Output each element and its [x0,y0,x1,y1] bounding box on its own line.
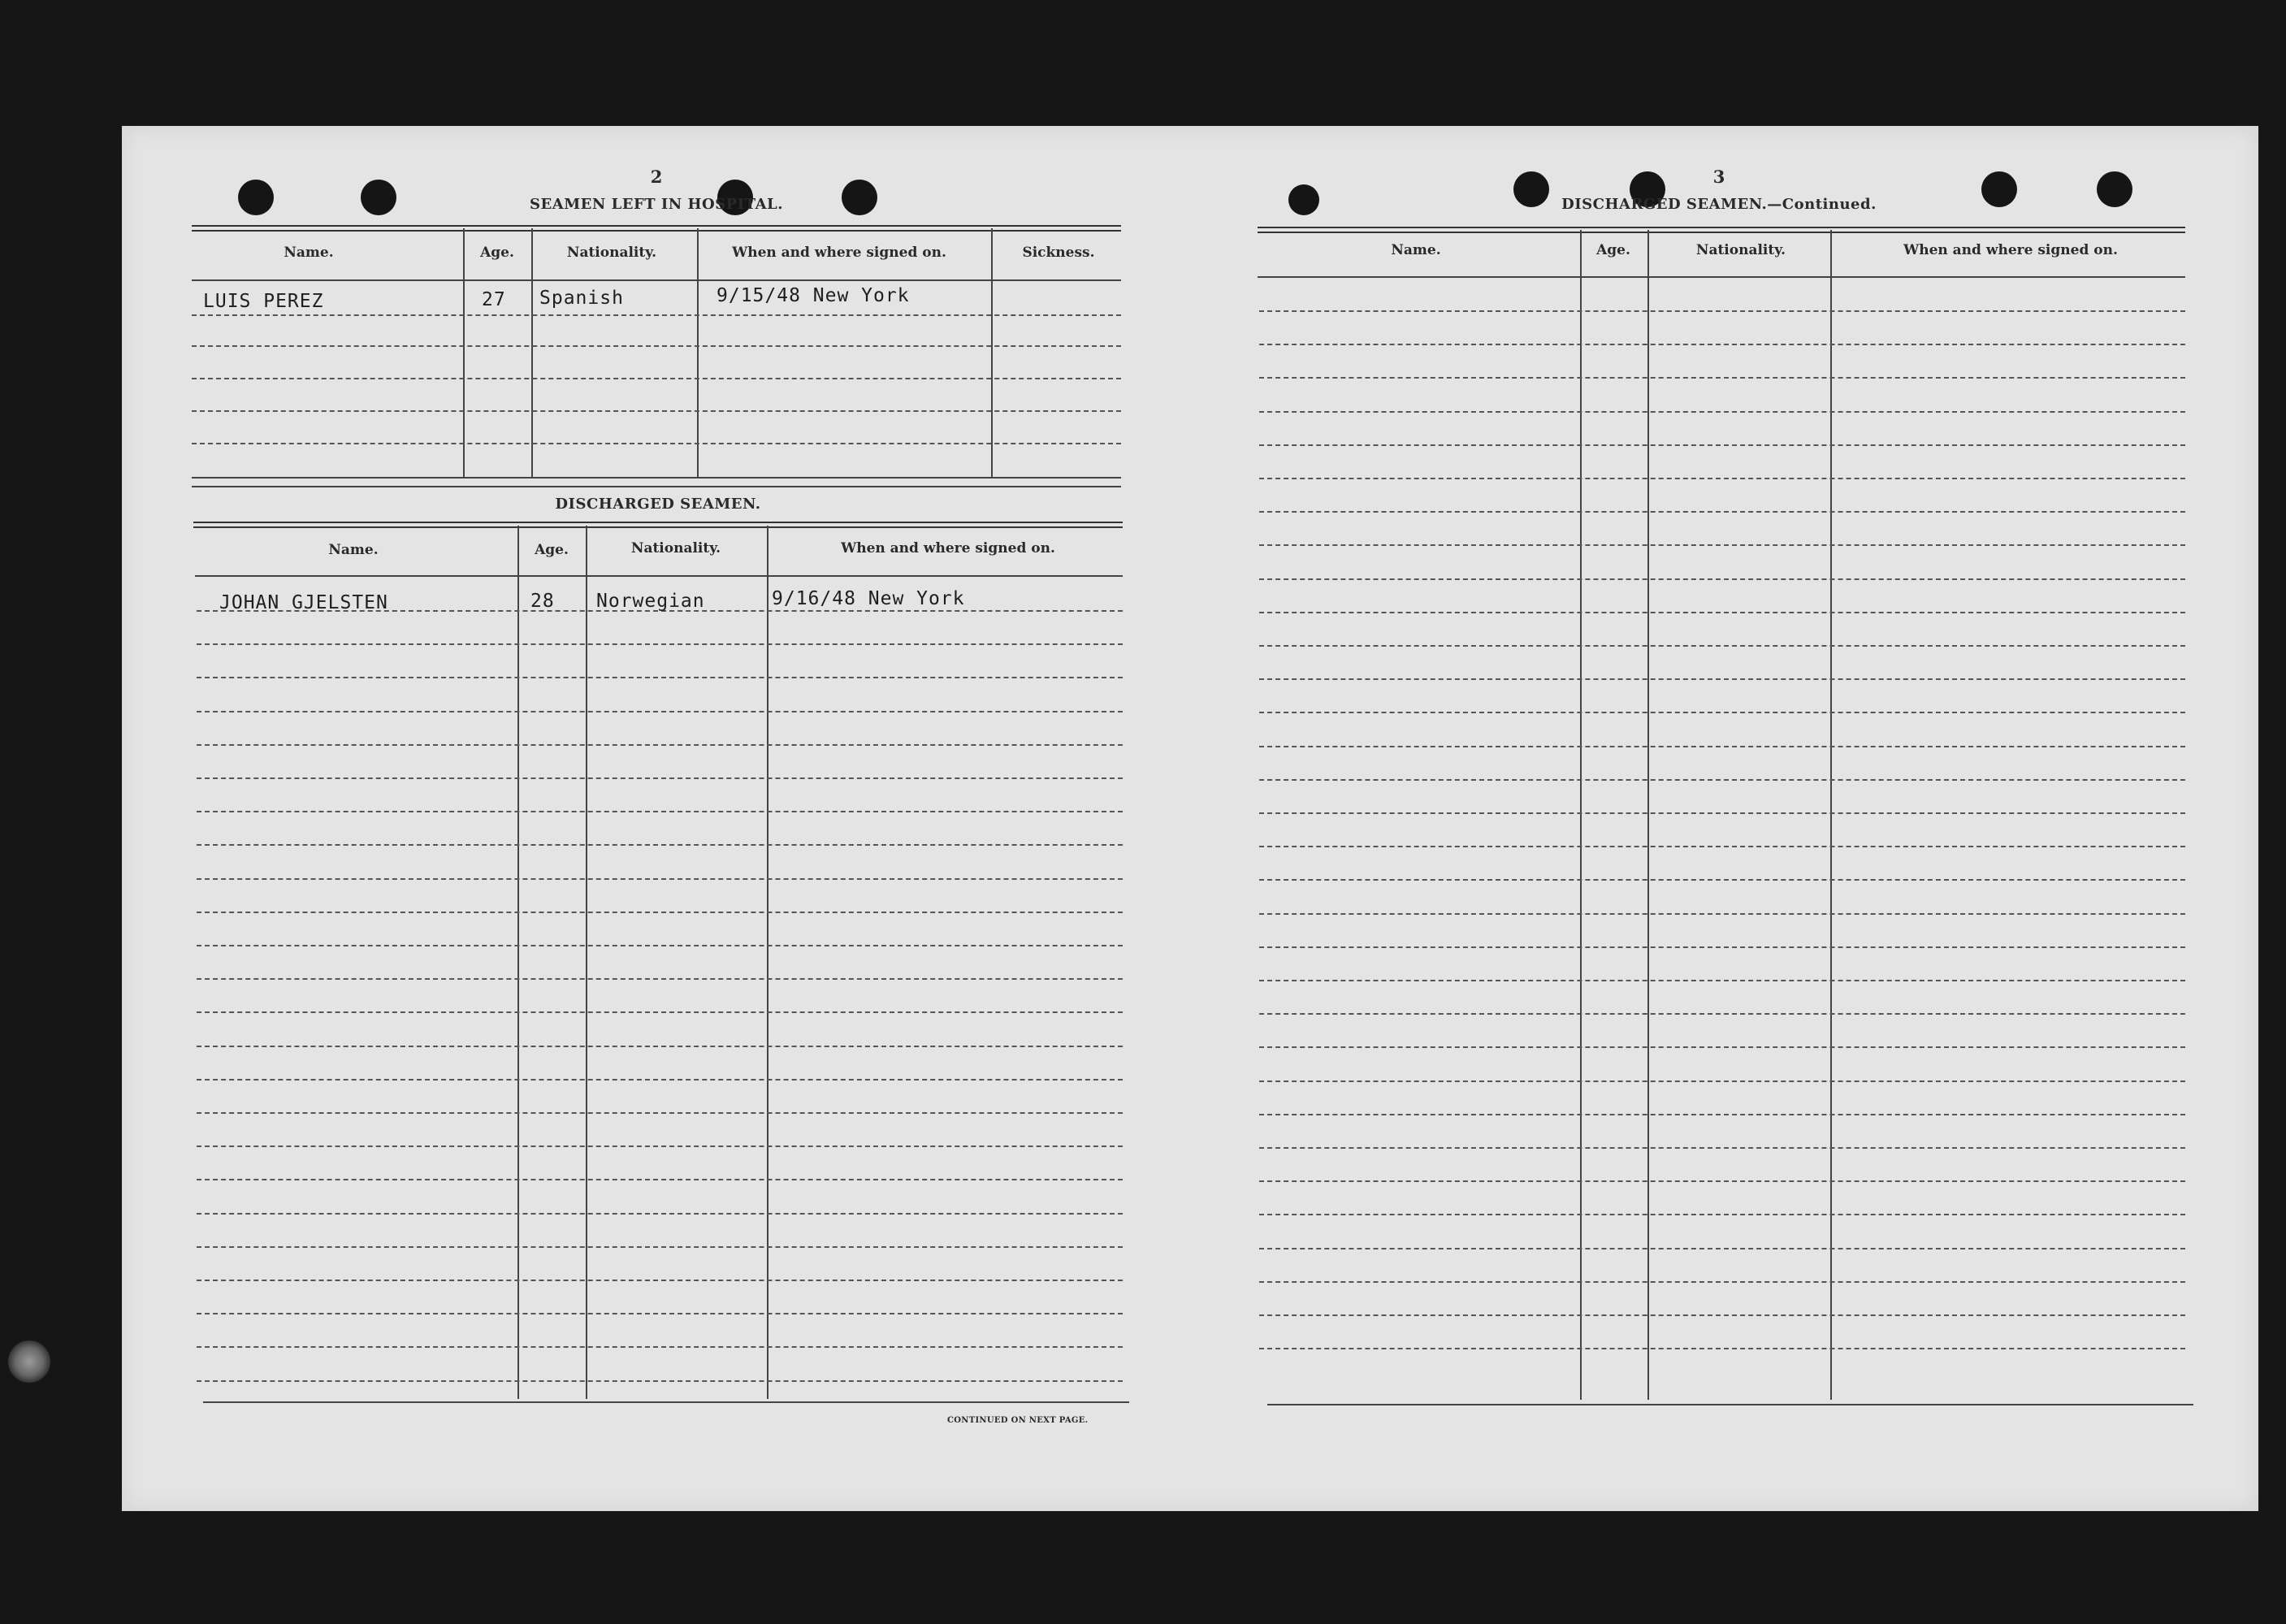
ruled-row-line [1259,846,2185,847]
ruled-row-line [1259,1248,2185,1249]
right-col-age: Age. [1596,242,1630,258]
right-section-title: DISCHARGED SEAMEN.—Continued. [1561,196,1877,213]
ruled-row-line [1259,1180,2185,1182]
ruled-row-line [1259,1348,2185,1349]
ruled-row-line [1259,1081,2185,1082]
ruled-row-line [197,711,1123,712]
punch-hole [842,180,877,215]
right-col-signed-on: When and where signed on. [1903,242,2118,258]
right-col-divider [1647,230,1649,1400]
right-col-name: Name. [1391,242,1441,258]
punch-hole [2097,171,2132,207]
ruled-row-line [1259,779,2185,781]
ruled-row-line [197,1179,1123,1180]
punch-hole [1288,184,1319,215]
ruled-row-line [197,1313,1123,1314]
hospital-section-title: SEAMEN LEFT IN HOSPITAL. [530,196,783,213]
hospital-row-line [192,410,1121,412]
hospital-row-nationality: Spanish [539,288,624,309]
page-number-left: 2 [650,167,663,187]
right-col-divider [1580,230,1582,1400]
ruled-row-line [197,811,1123,812]
hospital-col-nationality: Nationality. [566,245,657,261]
hospital-col-divider [531,228,533,477]
ruled-row-line [1259,411,2185,413]
ruled-row-line [197,844,1123,846]
right-col-nationality: Nationality. [1695,242,1786,258]
ruled-row-line [197,1280,1123,1281]
ruled-row-line [1259,946,2185,948]
right-bottom-rule [1267,1404,2193,1405]
hospital-row-line [192,314,1121,316]
ruled-row-line [1259,511,2185,513]
punch-hole [361,180,396,215]
punch-hole [238,180,274,215]
ruled-row-line [197,744,1123,746]
hospital-col-age: Age. [480,245,514,261]
ruled-row-line [197,643,1123,645]
ruled-row-line [1259,1281,2185,1283]
hospital-col-signed-on: When and where signed on. [732,245,946,261]
discharged-row-nationality: Norwegian [596,591,705,612]
ruled-row-line [1259,478,2185,479]
ruled-row-line [1259,746,2185,747]
ruled-row-line [1259,544,2185,546]
ruled-row-line [1259,980,2185,981]
ruled-row-line [1259,678,2185,680]
discharged-col-divider [517,526,519,1399]
ruled-row-line [1259,645,2185,647]
ruled-row-line [197,1011,1123,1013]
hospital-row-line [192,443,1121,444]
hospital-top-rule [192,225,1121,232]
hospital-row-line [192,378,1121,379]
hospital-col-sickness: Sickness. [1022,245,1095,261]
ruled-row-line [197,1213,1123,1215]
ruled-row-line [197,978,1123,980]
discharged-col-nationality: Nationality. [630,540,721,556]
ruled-row-line [197,945,1123,946]
ruled-row-line [1259,1214,2185,1215]
discharged-col-signed-on: When and where signed on. [841,540,1055,556]
ruled-row-line [1259,1013,2185,1015]
hospital-col-divider [463,228,465,477]
ruled-row-line [1259,310,2185,312]
discharged-row-name: JOHAN GJELSTEN [219,592,388,613]
discharged-col-divider [586,526,587,1399]
ruled-row-line [1259,1046,2185,1048]
ruled-row-line [1259,612,2185,613]
discharged-bottom-rule [203,1401,1129,1403]
ruled-row-line [197,1112,1123,1114]
discharged-section-title: DISCHARGED SEAMEN. [555,496,761,513]
ruled-row-line [1259,578,2185,580]
ruled-row-line [197,1145,1123,1147]
ruled-row-line [197,1380,1123,1382]
ruled-row-line [197,1079,1123,1081]
page-number-right: 3 [1712,167,1725,187]
discharged-col-divider [767,526,768,1399]
ruled-row-line [197,912,1123,913]
continued-footer: CONTINUED ON NEXT PAGE. [947,1416,1089,1425]
hospital-row-age: 27 [482,289,506,310]
ruled-row-line [1259,913,2185,915]
hospital-col-divider [991,228,993,477]
ruled-row-line [197,677,1123,678]
ruled-row-line [197,777,1123,779]
discharged-header-top-rule [193,522,1123,528]
punch-hole [1981,171,2017,207]
discharged-row-age: 28 [530,591,555,612]
right-top-rule [1258,227,2185,233]
hospital-row-signed-on: 9/15/48 New York [717,285,910,306]
ruled-row-line [1259,444,2185,446]
hospital-row-line [192,345,1121,347]
edge-stain [8,1340,50,1383]
right-header-rule [1258,276,2185,278]
hospital-row-name: LUIS PEREZ [203,291,324,312]
discharged-col-age: Age. [535,542,569,558]
discharged-col-name: Name. [328,542,379,558]
ruled-row-line [1259,1114,2185,1115]
hospital-header-rule [192,279,1121,281]
discharged-row-signed-on: 9/16/48 New York [772,588,965,609]
discharged-header-rule [195,575,1123,577]
ruled-row-line [1259,879,2185,881]
hospital-col-divider [697,228,699,477]
hospital-col-name: Name. [284,245,334,261]
ruled-row-line [1259,377,2185,379]
ruled-row-line [197,1246,1123,1248]
ruled-row-line [197,1046,1123,1047]
ruled-row-line [1259,812,2185,814]
document-sheet [122,126,2258,1511]
ruled-row-line [1259,1314,2185,1316]
ruled-row-line [1259,1147,2185,1149]
ruled-row-line [197,1346,1123,1348]
discharged-top-rule [192,486,1121,487]
punch-hole [1513,171,1549,207]
hospital-bottom-rule [192,477,1121,479]
ruled-row-line [1259,712,2185,713]
ruled-row-line [197,878,1123,880]
ruled-row-line [1259,344,2185,345]
right-col-divider [1830,230,1832,1400]
